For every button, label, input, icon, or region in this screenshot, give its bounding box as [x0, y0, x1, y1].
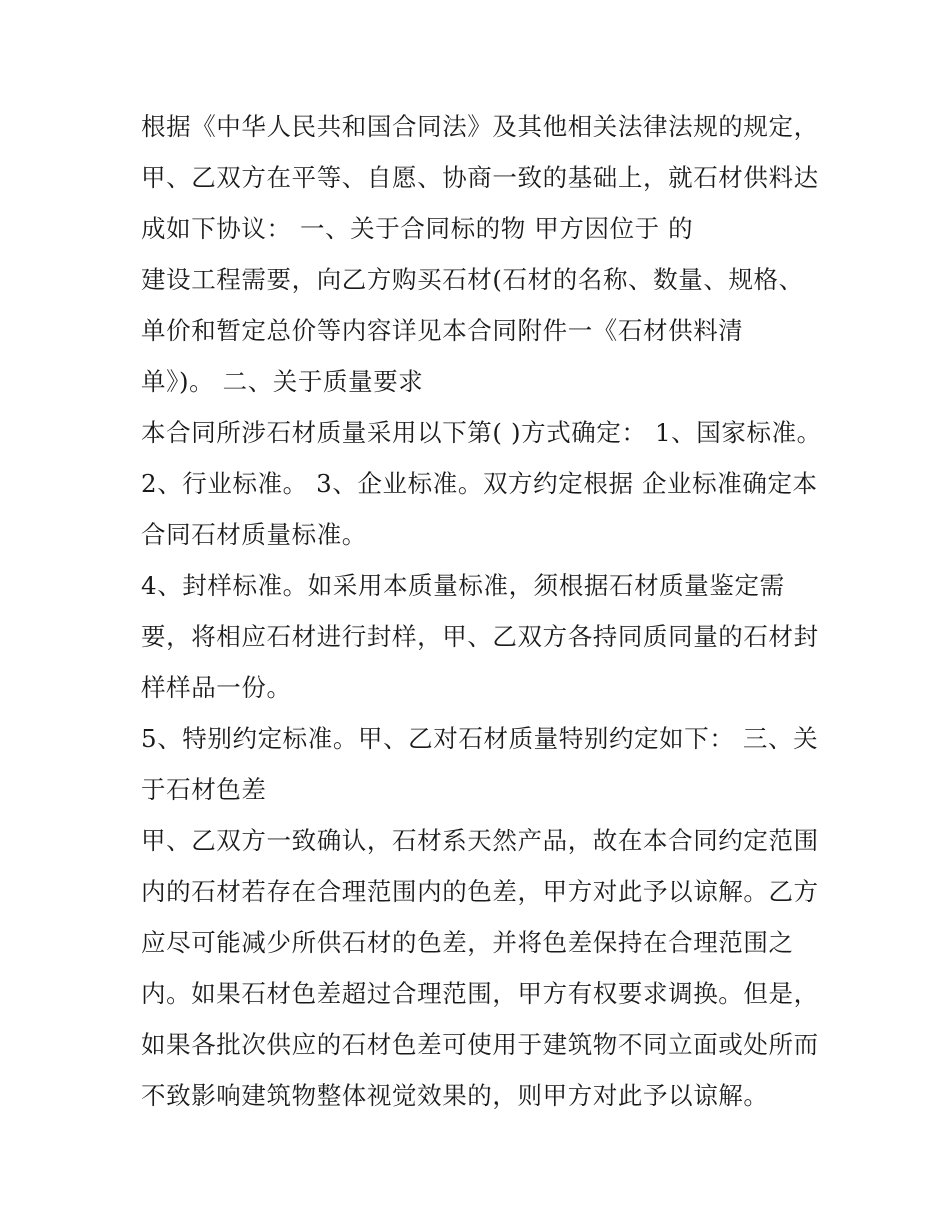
- text-line: 内。如果石材色差超过合理范围，甲方有权要求调换。但是，: [141, 979, 819, 1008]
- text-line: 样样品一份。: [141, 673, 292, 702]
- text-line: 根据《中华人民共和国合同法》及其他相关法律法规的规定，: [141, 112, 819, 141]
- text-line: 单价和暂定总价等内容详见本合同附件一《石材供料清: [141, 316, 744, 345]
- text-line: 应尽可能减少所供石材的色差，并将色差保持在合理范围之: [141, 928, 794, 957]
- text-line: 5、特别约定标准。甲、乙对石材质量特别约定如下： 三、关: [141, 724, 819, 753]
- text-line: 甲、乙双方在平等、自愿、协商一致的基础上，就石材供料达: [141, 163, 819, 192]
- text-line: 4、封样标准。如采用本质量标准，须根据石材质量鉴定需: [141, 571, 785, 600]
- text-line: 不致影响建筑物整体视觉效果的，则甲方对此予以谅解。: [141, 1081, 769, 1110]
- text-line: 成如下协议： 一、关于合同标的物 甲方因位于 的: [141, 214, 694, 243]
- text-line: 建设工程需要，向乙方购买石材(石材的名称、数量、规格、: [141, 265, 804, 294]
- text-line: 甲、乙双方一致确认，石材系天然产品，故在本合同约定范围: [141, 826, 819, 855]
- text-line: 合同石材质量标准。: [141, 520, 367, 549]
- text-line: 单》)。 二、关于质量要求: [141, 367, 424, 396]
- text-line: 内的石材若存在合理范围内的色差，甲方对此予以谅解。乙方: [141, 877, 819, 906]
- text-line: 于石材色差: [141, 775, 267, 804]
- text-line: 要，将相应石材进行封样，甲、乙双方各持同质同量的石材封: [141, 622, 819, 651]
- text-line: 如果各批次供应的石材色差可使用于建筑物不同立面或处所而: [141, 1030, 819, 1059]
- text-line: 2、行业标准。 3、企业标准。双方约定根据 企业标准确定本: [141, 469, 818, 498]
- text-line: 本合同所涉石材质量采用以下第( )方式确定： 1、国家标准。: [141, 418, 822, 447]
